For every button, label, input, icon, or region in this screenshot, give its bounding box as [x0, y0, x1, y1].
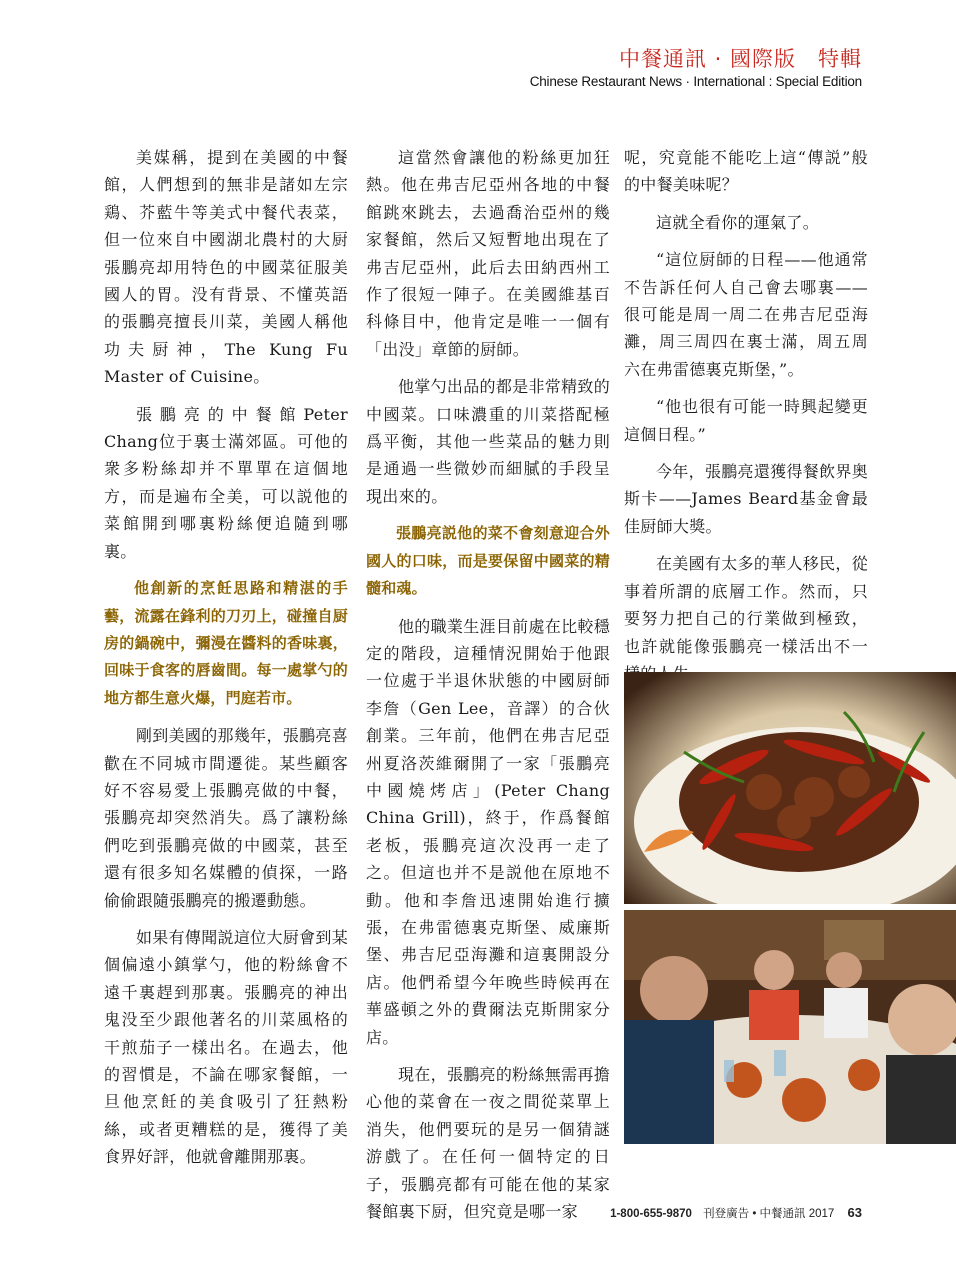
- publication-name: 刊登廣告 • 中餐通訊 2017: [703, 1208, 835, 1220]
- paragraph: 在美國有太多的華人移民，從事着所謂的底層工作。然而，只要努力把自己的行業做到極致，也許就能像張鵬亮一樣活出不一: [624, 554, 868, 656]
- paragraph: 剛到美國的那幾年，張鵬亮喜歡在不同城市間遷徙。某些顧客好不容易愛上張鵬亮做的中餐，張鵬亮却突然消失。爲了讓粉絲們吃到張鵬亮做的中國菜，甚至還有很多知名媒體的偵探，一路偷偷跟隨張鵬亮的搬遷動態。: [104, 726, 348, 910]
- paragraph: 今年，張鵬亮還獲得餐飲界奥斯卡——James Beard基金會最佳厨師大獎。: [624, 462, 868, 536]
- article-column-2: [366, 144, 610, 1235]
- pull-quote: 張鵬亮説他的菜不會刻意迎合外國人的口味，而是要保留中國菜的精髓和魂。: [366, 524, 610, 598]
- ad-phone: 1-800-655-9870: [610, 1208, 692, 1220]
- paragraph: 這當然會讓他的粉絲更加狂熱。他在弗吉尼亞州各地的中餐館跳來跳去，去過喬治亞州的幾家餐館，然后又短暫地出現在了弗吉尼亞州，此后去田納西州工作了很短一陣子。在美國維基百科條目中，他肯定是唯一一個有「出没」章節的厨師。: [366, 148, 610, 359]
- quote-paragraph: “他也很有可能一時興起變更這個日程。”: [624, 397, 868, 444]
- paragraph: 他掌勺出品的都是非常精致的中國菜。口味濃重的川菜搭配極爲平衡，其他一些菜品的魅力則是通過一些微妙而細膩的手段呈現出來的。: [366, 377, 610, 506]
- paragraph: 張鵬亮的中餐館Peter Chang位于裏士滿郊區。可他的衆多粉絲却并不單單在這個地方，而是遍布全美，可以説他的菜館開到哪裏粉絲便追隨到哪裏。: [104, 404, 348, 561]
- article-column-3: [624, 144, 868, 697]
- section-title-zh: 中餐通訊 · 國際版 特輯: [618, 47, 862, 71]
- page-number: 63: [847, 1205, 862, 1220]
- section-title-en: Chinese Restaurant News · International : Special Edition: [529, 74, 862, 89]
- paragraph: 這就全看你的運氣了。: [656, 212, 820, 232]
- paragraph: 美媒稱，提到在美國的中餐館，人們想到的無非是諸如左宗鶏、芥藍牛等美式中餐代表菜，但一位來自中國湖北農村的大厨張鵬亮却用特色的中國菜征服美國人的胃。没有背景、不懂英語的張鵬亮擅長川菜，美國人稱他功夫厨神，The Kung Fu Master of Cuisine。: [104, 148, 348, 387]
- paragraph: 現在，張鵬亮的粉絲無需再擔心他的菜會在一夜之間從菜單上消失，他們要玩的是另一個猜謎游戲了。在任何一個特定的日子，張鵬亮都有可能在他的某家餐館裏下厨，但究竟是哪一家: [366, 1065, 610, 1222]
- paragraph: 他的職業生涯目前處在比較穩定的階段，這種情況開始于他跟一位處于半退休狀態的中國厨師李詹（Gen Lee，音譯）的合伙創業。三年前，他們在弗吉尼亞州夏洛茨維爾開了一家「張鵬亮中國燒烤店」(Peter Chang China Grill)，終于，作爲餐館老板，張鵬亮這次没再一走了之。但這也并不是説他在原地不動。他和李詹迅速開始進行擴張，在弗雷德裏克斯堡、威廉斯堡、弗吉尼亞海灘和這裏開設分店。他們希望今年晚些時候再在華盛頓之外的費爾法克斯開家分店。: [366, 616, 610, 1047]
- quote-paragraph: “這位厨師的日程——他通常不告訴任何人自己會去哪裏——很可能是周一周二在弗吉尼亞海灘，周三周四在裏士滿，周五周六在弗雷德裏克斯堡，”。: [624, 250, 868, 379]
- dish-photo: [624, 672, 956, 904]
- paragraph: 呢，究竟能不能吃上這“傳説”般的中餐美味呢？: [624, 148, 868, 195]
- article-column-1: [104, 144, 348, 1181]
- paragraph: 如果有傳聞説這位大厨會到某個偏遠小鎮掌勺，他的粉絲會不遠千裏趕到那裏。張鵬亮的神出鬼没至少跟他著名的川菜風格的干煎茄子一樣出名。在過去，他的習慣是，不論在哪家餐館，一旦他烹飪的美食吸引了狂熱粉絲，或者更糟糕的是，獲得了美食界好評，他就會離開那裏。: [104, 927, 348, 1167]
- diners-photo: [624, 910, 956, 1144]
- masthead: [530, 46, 862, 90]
- pull-quote: 他創新的烹飪思路和精湛的手藝，流露在鋒利的刀刃上，碰撞自厨房的鍋碗中，彌漫在醬料的香味裏，回味于食客的唇齒間。每一處掌勺的地方都生意火爆，門庭若市。: [104, 579, 348, 707]
- page-footer: [610, 1205, 862, 1221]
